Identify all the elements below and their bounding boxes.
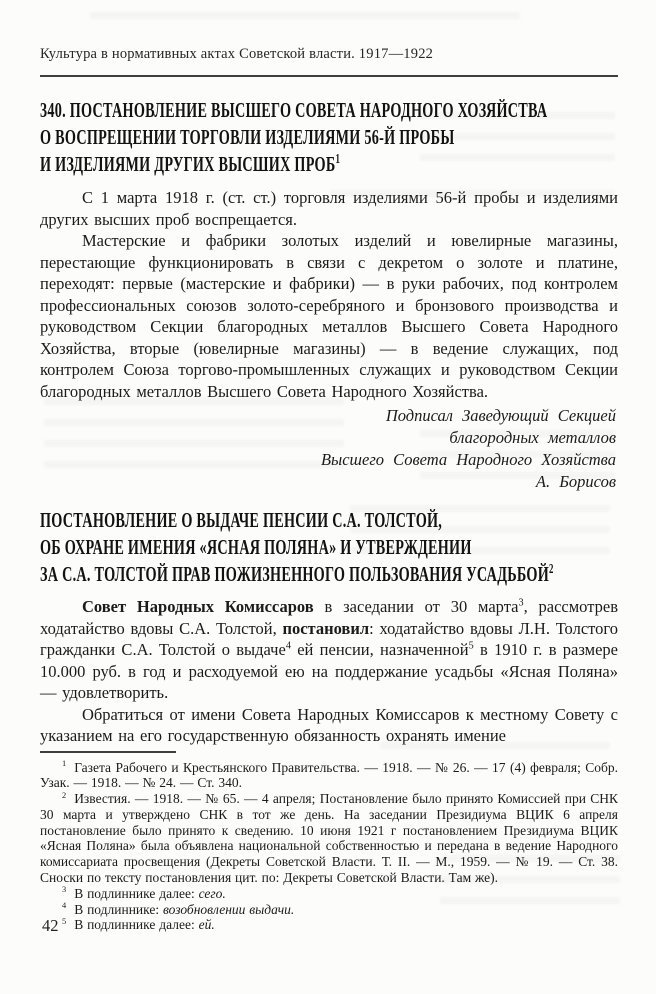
footnote-5 [40, 917, 618, 933]
decree-340-title [40, 97, 618, 178]
footnote-ref: 5 [62, 916, 67, 926]
footnote-ref: 2 [62, 790, 67, 800]
tolstoy-decree-section [40, 507, 618, 747]
tolstoy-decree-title [40, 507, 618, 588]
text-column [40, 0, 618, 933]
paragraph: Мастерские и фабрики золотых изделий и ювелирные магазины, перестающие функционировать в связи с декретом о золоте и платине, переходят: первые (мастерские и фабрики) — в руки рабочих, под контролем профессиональных союзов золото-серебряного и бронзового производства и руководством Секции благородных металлов Высшего Совета Народного Хозяйства, вторые (ювелирные магазины) — в ведение служащих, под контролем Союза торгово-промышленных служащих и руководством Секции благородных металлов Высшего Совета Народного Хозяйства. [40, 231, 618, 401]
title-line: ЗА С.А. ТОЛСТОЙ ПРАВ ПОЖИЗНЕННОГО ПОЛЬЗОВАНИЯ УСАДЬБОЙ$^2$ [40, 560, 554, 586]
title-line: О ВОСПРЕЩЕНИИ ТОРГОВЛИ ИЗДЕЛИЯМИ 56-Й ПРОБЫ [40, 125, 455, 149]
page-number: 42 [42, 916, 59, 935]
signature-line: А. Борисов [535, 472, 616, 491]
footnote-ref: 3 [62, 885, 67, 895]
footnote-4 [40, 902, 618, 918]
footnote-separator [40, 751, 176, 753]
paragraph: Обратиться от имени Совета Народных Комиссаров к местному Совету с указанием на его государственную обязанность охранять имение [40, 704, 618, 745]
footnote-text: Известия. — 1918. — № 65. — 4 апреля; Постановление было принято Комиссией при СНК 30 марта и утверждено СНК в тот же день. На заседании Президиума ВЦИК 6 апреля постановление было принято к сведению. 10 июня 1921 г постановлением Президиума ВЦИК «Ясная Поляна» была объявлена национальной собственностью и передана в ведение Народного комиссариата просвещения (Декреты Советской Власти. Т. II. — М., 1959. — № 19. — Ст. 38. Сноски по тексту постановления цит. по: Декреты Советской Власти. Там же). [40, 791, 618, 886]
title-line: ОБ ОХРАНЕ ИМЕНИЯ «ЯСНАЯ ПОЛЯНА» И УТВЕРЖДЕНИИ [40, 535, 472, 559]
signature-line: Подписал Заведующий Секцией [385, 406, 616, 425]
signature-line: благородных металлов [449, 428, 616, 447]
title-line: И ИЗДЕЛИЯМИ ДРУГИХ ВЫСШИХ ПРОБ$^1$ [40, 150, 341, 176]
header-rule [40, 75, 618, 77]
title-line: 340. ПОСТАНОВЛЕНИЕ ВЫСШЕГО СОВЕТА НАРОДНОГО ХОЗЯЙСТВА [40, 98, 548, 122]
footnote-text: Газета Рабочего и Крестьянского Правительства. — 1918. — № 26. — 17 (4) февраля; Собр. Узак. — 1918. — № 24. — Ст. 340. [40, 759, 618, 791]
footnote-1 [40, 760, 618, 792]
footnote-ref: 4 [62, 901, 67, 911]
footnote-2 [40, 791, 618, 886]
footnote-text: В подлиннике: возобновлении выдачи. [74, 901, 295, 917]
decree-340-section [40, 97, 618, 493]
decree-340-body [40, 187, 618, 402]
signature-block [40, 405, 618, 493]
footnote-ref: 1 [62, 759, 67, 768]
signature-line: Высшего Совета Народного Хозяйства [320, 450, 616, 469]
footnote-3 [40, 886, 618, 902]
paragraph: С 1 марта 1918 г. (ст. ст.) торговля изделиями 56-й пробы и изделиями других высших проб воспрещается. [40, 188, 618, 229]
title-line: ПОСТАНОВЛЕНИЕ О ВЫДАЧЕ ПЕНСИИ С.А. ТОЛСТОЙ, [40, 508, 443, 532]
footnotes [40, 751, 618, 934]
running-header: Культура в нормативных актах Советской власти. 1917—1922 [40, 46, 434, 62]
footnote-text: В подлиннике далее: сего. [74, 885, 226, 901]
paragraph: Совет Народных Комиссаров в заседании от 30 марта$^3$, рассмотрев ходатайство вдовы С.А. Толстой, постановил: ходатайство вдовы Л.Н. Толстого гражданки С.А. Толстой о выдаче$^4$ ей пенсии, назначенной$^5$ в 1910 г. в размере 10.000 руб. в год и расходуемой ею на поддержание усадьбы «Ясная Поляна» — удовлетворить. [40, 597, 618, 702]
footnote-text: В подлиннике далее: ей. [74, 917, 215, 933]
tolstoy-decree-body [40, 596, 618, 747]
